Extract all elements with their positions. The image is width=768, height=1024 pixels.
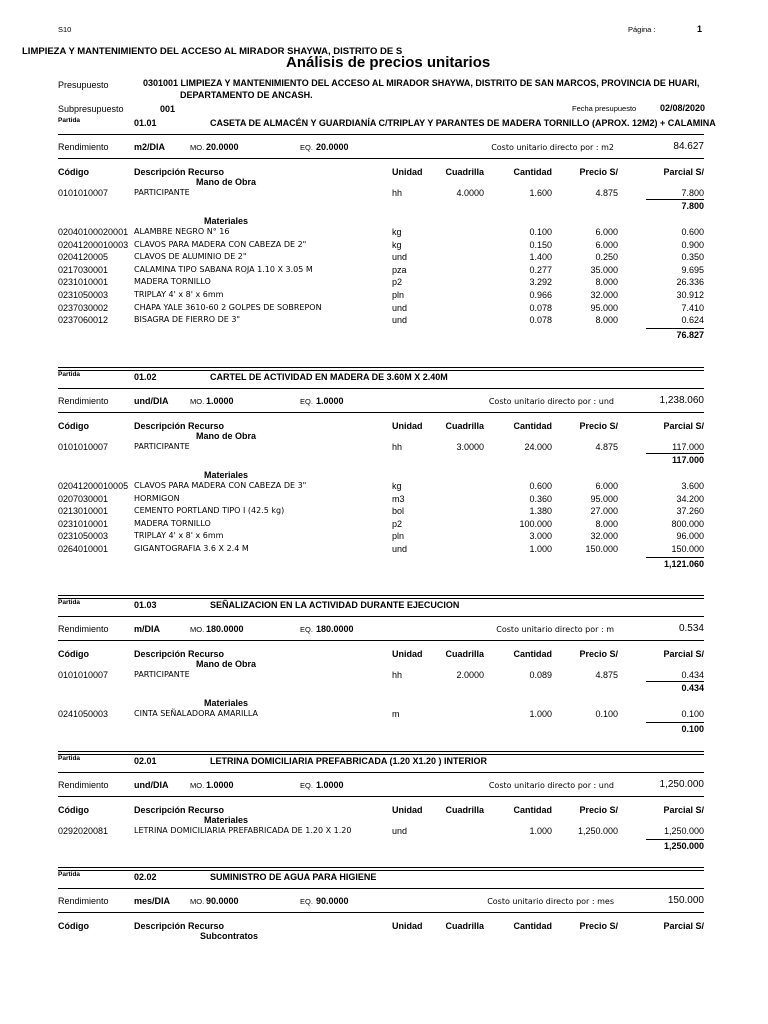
material-row-cantidad: 100.000 — [519, 518, 552, 529]
header-descripcion: Descripción Recurso — [134, 921, 225, 931]
eq-label: EQ. — [300, 897, 313, 906]
eq-value: 1.0000 — [316, 396, 344, 406]
costo-unitario-label: Costo unitario directo por : m2 — [491, 143, 614, 152]
material-row-code: 02041200010003 — [58, 239, 129, 250]
material-row-parcial: 9.695 — [681, 264, 704, 275]
divider-line — [58, 595, 704, 599]
mo-label: MO. — [190, 397, 205, 406]
material-row-precio: 95.000 — [590, 302, 618, 313]
divider-line — [58, 367, 704, 371]
subtotal-rule — [646, 199, 704, 200]
rendimiento-label: Rendimiento — [58, 624, 109, 634]
header-descripcion: Descripción Recurso — [134, 805, 225, 815]
mano-row-cuadrilla: 4.0000 — [456, 188, 484, 198]
costo-unitario-label: Costo unitario directo por : und — [488, 781, 614, 790]
eq-value: 180.0000 — [316, 624, 354, 634]
material-row-parcial: 0.350 — [681, 252, 704, 263]
material-row-parcial: 150.000 — [671, 544, 704, 554]
material-row-unit: und — [392, 252, 408, 263]
mo-label: MO. — [190, 143, 205, 152]
rendimiento-label: Rendimiento — [58, 896, 109, 906]
partida-label: Partida — [58, 117, 81, 124]
material-row-code: 0213010001 — [58, 506, 109, 517]
material-row-precio: 6.000 — [595, 239, 618, 250]
header-unidad: Unidad — [392, 421, 423, 431]
header-unidad: Unidad — [392, 921, 423, 931]
materiales-subtotal: 76.827 — [676, 329, 704, 340]
presupuesto-label: Presupuesto — [58, 80, 109, 90]
subpresupuesto-value: 001 — [160, 104, 176, 114]
mano-row-code: 0101010007 — [58, 670, 109, 680]
subtotal-rule — [646, 722, 704, 723]
material-row-parcial: 0.600 — [681, 227, 704, 237]
mano-row-code: 0101010007 — [58, 442, 109, 452]
material-row-cantidad: 3.000 — [529, 531, 552, 542]
partida-title: SEÑALIZACION EN LA ACTIVIDAD DURANTE EJECUCION — [210, 600, 460, 610]
eq-label: EQ. — [300, 781, 313, 790]
header-precio: Precio S/ — [579, 167, 618, 177]
partida-code: 01.02 — [134, 372, 157, 382]
material-row-desc: TRIPLAY 4' x 8' x 6mm — [134, 531, 224, 541]
fecha-value: 02/08/2020 — [660, 103, 706, 113]
mano-de-obra-heading: Mano de Obra — [196, 431, 257, 441]
material-row-precio: 8.000 — [595, 277, 618, 288]
rendimiento-unit: und/DIA — [134, 396, 169, 406]
header-precio: Precio S/ — [579, 805, 618, 815]
partida-label: Partida — [58, 371, 81, 378]
materiales-subtotal: 1,250.000 — [663, 840, 704, 851]
material-row-precio: 150.000 — [585, 544, 618, 554]
header-codigo: Código — [58, 649, 89, 659]
rendimiento-unit: und/DIA — [134, 780, 169, 790]
partida-code: 01.01 — [134, 118, 157, 128]
material-row-unit: pln — [392, 290, 405, 300]
costo-unitario-value: 0.534 — [678, 623, 704, 634]
mano-subtotal: 117.000 — [671, 455, 704, 465]
report-code: S10 — [58, 25, 72, 34]
materiales-heading: Materiales — [204, 470, 249, 480]
material-row-parcial: 0.900 — [681, 239, 704, 250]
material-row-parcial: 0.624 — [681, 315, 704, 326]
material-row-parcial: 0.100 — [681, 709, 704, 719]
partida-label: Partida — [58, 871, 81, 878]
mano-row-precio: 4.875 — [595, 442, 618, 452]
material-row-unit: und — [392, 315, 408, 326]
eq-value: 20.0000 — [316, 142, 349, 152]
mo-label: MO. — [190, 625, 205, 634]
material-row-parcial: 3.600 — [681, 481, 704, 491]
material-row-precio: 1,250.000 — [577, 826, 618, 836]
material-row-desc: CEMENTO PORTLAND TIPO I (42.5 kg) — [134, 506, 285, 516]
header-codigo: Código — [58, 421, 89, 431]
material-row-unit: und — [392, 544, 408, 554]
divider-line — [58, 751, 704, 755]
costo-unitario-value: 1,238.060 — [659, 395, 704, 406]
header-codigo: Código — [58, 805, 89, 815]
header-cantidad: Cantidad — [513, 805, 552, 815]
header-unidad: Unidad — [392, 649, 423, 659]
material-row-unit: kg — [392, 481, 402, 491]
project-short-name: LIMPIEZA Y MANTENIMIENTO DEL ACCESO AL MIRADOR SHAYWA, DISTRITO DE S — [22, 46, 403, 57]
divider-line — [58, 912, 704, 913]
mano-subtotal: 7.800 — [681, 201, 704, 211]
divider-line — [58, 640, 704, 641]
mano-row-cantidad: 0.089 — [529, 670, 552, 680]
material-row-code: 0204120005 — [58, 252, 109, 263]
header-parcial: Parcial S/ — [663, 921, 704, 931]
material-row-unit: pln — [392, 531, 405, 542]
header-parcial: Parcial S/ — [663, 649, 704, 659]
divider-line — [58, 158, 704, 159]
material-row-cantidad: 0.078 — [529, 302, 552, 313]
materiales-heading: Materiales — [204, 815, 249, 825]
material-row-cantidad: 0.100 — [529, 227, 552, 237]
materiales-subtotal: 0.100 — [681, 723, 704, 734]
mano-row-desc: PARTICIPANTE — [134, 670, 190, 679]
material-row-unit: p2 — [392, 277, 403, 288]
material-row-cantidad: 0.078 — [529, 315, 552, 326]
header-cuadrilla: Cuadrilla — [445, 167, 484, 177]
header-cantidad: Cantidad — [513, 421, 552, 431]
divider-line — [58, 412, 704, 413]
material-row-code: 0237060012 — [58, 315, 109, 326]
subtotal-rule — [646, 839, 704, 840]
material-row-desc: CLAVOS PARA MADERA CON CABEZA DE 2" — [134, 239, 307, 249]
mano-subtotal: 0.434 — [681, 683, 704, 693]
header-unidad: Unidad — [392, 805, 423, 815]
subcontratos-heading: Subcontratos — [200, 931, 259, 941]
page-title: Análisis de precios unitarios — [286, 54, 491, 71]
mo-value: 180.0000 — [206, 624, 244, 634]
mo-label: MO. — [190, 781, 205, 790]
partida-label: Partida — [58, 599, 81, 606]
material-row-desc: CINTA SEÑALADORA AMARILLA — [134, 709, 258, 718]
mano-row-desc: PARTICIPANTE — [134, 188, 190, 197]
partida-code: 02.02 — [134, 872, 157, 882]
material-row-precio: 32.000 — [590, 531, 618, 542]
subtotal-rule — [646, 681, 704, 682]
costo-unitario-label: Costo unitario directo por : und — [488, 397, 614, 406]
header-parcial: Parcial S/ — [663, 421, 704, 431]
material-row-cantidad: 1.000 — [529, 826, 552, 836]
material-row-code: 0231050003 — [58, 531, 109, 542]
header-cuadrilla: Cuadrilla — [445, 649, 484, 659]
mano-row-parcial: 0.434 — [681, 670, 704, 680]
material-row-desc: CHAPA YALE 3610-60 2 GOLPES DE SOBREPON — [134, 302, 322, 312]
header-descripcion: Descripción Recurso — [134, 167, 225, 177]
costo-unitario-value: 1,250.000 — [659, 779, 704, 790]
mo-value: 1.0000 — [206, 780, 234, 790]
divider-line — [58, 134, 704, 135]
partida-code: 01.03 — [134, 600, 157, 610]
material-row-precio: 32.000 — [590, 290, 618, 300]
materiales-subtotal: 1,121.060 — [663, 558, 704, 569]
page-label: Página : — [628, 25, 656, 34]
costo-unitario-value: 150.000 — [667, 895, 704, 906]
material-row-code: 0231010001 — [58, 518, 109, 529]
material-row-code: 0231010001 — [58, 277, 109, 288]
header-codigo: Código — [58, 167, 89, 177]
mano-de-obra-heading: Mano de Obra — [196, 659, 257, 669]
subtotal-rule — [646, 328, 704, 329]
material-row-desc: CALAMINA TIPO SABANA ROJA 1.10 X 3.05 M — [134, 264, 313, 274]
partida-title: LETRINA DOMICILIARIA PREFABRICADA (1.20 X1.20 ) INTERIOR — [210, 756, 488, 766]
subtotal-rule — [646, 453, 704, 454]
divider-line — [58, 772, 704, 773]
mano-row-unit: hh — [392, 670, 403, 680]
header-precio: Precio S/ — [579, 649, 618, 659]
material-row-parcial: 96.000 — [676, 531, 704, 542]
material-row-cantidad: 1.400 — [529, 252, 552, 263]
header-precio: Precio S/ — [579, 921, 618, 931]
mo-value: 20.0000 — [206, 142, 239, 152]
material-row-cantidad: 1.000 — [529, 544, 552, 554]
material-row-parcial: 800.000 — [671, 518, 704, 529]
header-cantidad: Cantidad — [513, 921, 552, 931]
costo-unitario-label: Costo unitario directo por : mes — [487, 897, 614, 906]
costo-unitario-label: Costo unitario directo por : m — [496, 625, 614, 634]
mano-row-unit: hh — [392, 188, 403, 198]
mano-row-precio: 4.875 — [595, 188, 618, 198]
material-row-precio: 35.000 — [590, 264, 618, 275]
subtotal-rule — [646, 557, 704, 558]
divider-line — [58, 867, 704, 871]
material-row-code: 0231050003 — [58, 290, 109, 300]
material-row-unit: und — [392, 826, 408, 836]
material-row-precio: 95.000 — [590, 493, 618, 504]
material-row-precio: 0.250 — [595, 252, 618, 263]
eq-label: EQ. — [300, 143, 313, 152]
material-row-unit: kg — [392, 227, 402, 237]
mo-label: MO. — [190, 897, 205, 906]
material-row-desc: BISAGRA DE FIERRO DE 3" — [134, 315, 241, 325]
material-row-desc: GIGANTOGRAFIA 3.6 X 2.4 M — [134, 544, 249, 553]
partida-title: CARTEL DE ACTIVIDAD EN MADERA DE 3.60M X 2.40M — [210, 372, 448, 382]
header-cantidad: Cantidad — [513, 167, 552, 177]
material-row-desc: CLAVOS PARA MADERA CON CABEZA DE 3" — [134, 481, 307, 490]
header-cuadrilla: Cuadrilla — [445, 421, 484, 431]
mano-row-cuadrilla: 3.0000 — [456, 442, 484, 452]
mo-value: 1.0000 — [206, 396, 234, 406]
page-number: 1 — [697, 24, 703, 34]
header-unidad: Unidad — [392, 167, 423, 177]
partida-label: Partida — [58, 755, 81, 762]
mo-value: 90.0000 — [206, 896, 239, 906]
material-row-parcial: 30.912 — [676, 290, 704, 300]
partida-code: 02.01 — [134, 756, 157, 766]
header-precio: Precio S/ — [579, 421, 618, 431]
eq-value: 1.0000 — [316, 780, 344, 790]
material-row-cantidad: 0.360 — [529, 493, 552, 504]
materiales-heading: Materiales — [204, 698, 249, 708]
material-row-precio: 6.000 — [595, 481, 618, 491]
material-row-desc: CLAVOS DE ALUMINIO DE 2" — [134, 252, 247, 262]
presupuesto-line1: 0301001 LIMPIEZA Y MANTENIMIENTO DEL ACCESO AL MIRADOR SHAYWA, DISTRITO DE SAN MARCOS, PROVINCIA DE HUARI, — [143, 78, 700, 88]
partida-title: SUMINISTRO DE AGUA PARA HIGIENE — [210, 872, 377, 882]
header-codigo: Código — [58, 921, 89, 931]
material-row-unit: pza — [392, 264, 407, 275]
eq-value: 90.0000 — [316, 896, 349, 906]
material-row-precio: 27.000 — [590, 506, 618, 517]
material-row-parcial: 34.200 — [676, 493, 704, 504]
divider-line — [58, 616, 704, 617]
material-row-unit: bol — [392, 506, 405, 517]
material-row-precio: 6.000 — [595, 227, 618, 237]
material-row-code: 0217030001 — [58, 264, 109, 275]
header-parcial: Parcial S/ — [663, 167, 704, 177]
divider-line — [58, 388, 704, 389]
mano-de-obra-heading: Mano de Obra — [196, 177, 257, 187]
material-row-unit: m3 — [392, 493, 405, 504]
header-descripcion: Descripción Recurso — [134, 649, 225, 659]
mano-row-code: 0101010007 — [58, 188, 109, 198]
fecha-label: Fecha presupuesto — [572, 104, 637, 113]
presupuesto-line2: DEPARTAMENTO DE ANCASH. — [180, 90, 313, 100]
costo-unitario-value: 84.627 — [673, 141, 704, 152]
rendimiento-unit: m2/DIA — [134, 142, 166, 152]
material-row-unit: und — [392, 302, 408, 313]
rendimiento-unit: m/DIA — [134, 624, 161, 634]
material-row-unit: kg — [392, 239, 402, 250]
material-row-code: 02041200010005 — [58, 481, 129, 491]
material-row-code: 0241050003 — [58, 709, 109, 719]
mano-row-precio: 4.875 — [595, 670, 618, 680]
material-row-cantidad: 0.150 — [529, 239, 552, 250]
material-row-code: 0292020081 — [58, 826, 109, 836]
mano-row-cantidad: 1.600 — [529, 188, 552, 198]
material-row-cantidad: 1.000 — [529, 709, 552, 719]
material-row-precio: 0.100 — [595, 709, 618, 719]
material-row-parcial: 7.410 — [681, 302, 704, 313]
material-row-precio: 8.000 — [595, 315, 618, 326]
rendimiento-label: Rendimiento — [58, 396, 109, 406]
rendimiento-label: Rendimiento — [58, 780, 109, 790]
material-row-cantidad: 3.292 — [529, 277, 552, 288]
material-row-cantidad: 0.966 — [529, 290, 552, 300]
header-parcial: Parcial S/ — [663, 805, 704, 815]
material-row-code: 0207030001 — [58, 493, 109, 504]
mano-row-unit: hh — [392, 442, 403, 452]
mano-row-desc: PARTICIPANTE — [134, 442, 190, 451]
material-row-parcial: 37.260 — [676, 506, 704, 517]
eq-label: EQ. — [300, 625, 313, 634]
material-row-desc: MADERA TORNILLO — [134, 277, 211, 287]
divider-line — [58, 888, 704, 889]
mano-row-parcial: 7.800 — [681, 188, 704, 198]
material-row-parcial: 26.336 — [676, 277, 704, 288]
rendimiento-unit: mes/DIA — [134, 896, 171, 906]
partida-title: CASETA DE ALMACÉN Y GUARDIANÍA C/TRIPLAY Y PARANTES DE MADERA TORNILLO (APROX. 12M2) + CALAMINA — [210, 118, 716, 128]
material-row-cantidad: 1.380 — [529, 506, 552, 517]
material-row-code: 02040100020001 — [58, 227, 129, 237]
mano-row-cuadrilla: 2.0000 — [456, 670, 484, 680]
rendimiento-label: Rendimiento — [58, 142, 109, 152]
header-cantidad: Cantidad — [513, 649, 552, 659]
material-row-desc: ALAMBRE NEGRO N° 16 — [134, 227, 230, 236]
divider-line — [58, 796, 704, 797]
material-row-unit: p2 — [392, 518, 403, 529]
subpresupuesto-label: Subpresupuesto — [58, 104, 124, 114]
material-row-precio: 8.000 — [595, 518, 618, 529]
header-cuadrilla: Cuadrilla — [445, 921, 484, 931]
header-cuadrilla: Cuadrilla — [445, 805, 484, 815]
mano-row-parcial: 117.000 — [672, 442, 704, 452]
material-row-desc: LETRINA DOMICILIARIA PREFABRICADA DE 1.20 X 1.20 — [134, 826, 352, 835]
material-row-desc: HORMIGON — [134, 493, 180, 503]
material-row-code: 0264010001 — [58, 544, 109, 554]
mano-row-cantidad: 24.000 — [524, 442, 552, 452]
material-row-cantidad: 0.600 — [529, 481, 552, 491]
material-row-desc: MADERA TORNILLO — [134, 518, 211, 528]
eq-label: EQ. — [300, 397, 313, 406]
material-row-unit: m — [392, 709, 400, 719]
material-row-desc: TRIPLAY 4' x 8' x 6mm — [134, 290, 224, 299]
material-row-cantidad: 0.277 — [529, 264, 552, 275]
material-row-code: 0237030002 — [58, 302, 109, 313]
material-row-parcial: 1,250.000 — [663, 826, 704, 836]
materiales-heading: Materiales — [204, 216, 249, 226]
header-descripcion: Descripción Recurso — [134, 421, 225, 431]
